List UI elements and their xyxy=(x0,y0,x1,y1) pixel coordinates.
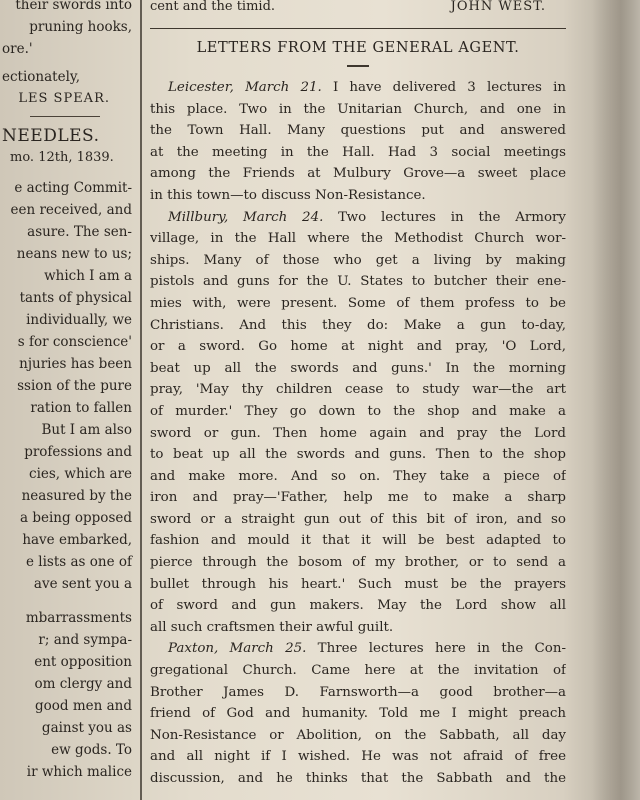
left-body xyxy=(0,177,136,783)
top-line xyxy=(150,0,566,16)
text-line: and all night if I wished. He was not afraid of free xyxy=(150,749,566,765)
text-line: ore.' xyxy=(2,41,33,57)
text-line: bullet through his heart.' Such must be the prayers xyxy=(150,576,566,592)
text-line: this place. Two in the Unitarian Church, and one in xyxy=(150,101,566,117)
text-line: r; and sympa- xyxy=(38,632,132,648)
text-line: fashion and mould it that it will be best adapted to xyxy=(150,533,566,549)
left-top-lines xyxy=(0,0,136,60)
text-line: e acting Commit- xyxy=(14,180,132,196)
text-line: om clergy and xyxy=(34,676,132,692)
text-line: gainst you as xyxy=(41,720,132,736)
section-heading: NEEDLES. xyxy=(2,126,100,146)
text-line: Non-Resistance or Abolition, on the Sabbath, all day xyxy=(150,727,566,743)
text-line: friend of God and humanity. Told me I might preach xyxy=(150,706,566,722)
text-fragment: Two lectures in the Armory xyxy=(323,209,566,225)
text-line: among the Friends at Mulbury Grove—a sweet place xyxy=(150,166,566,182)
text-line: mies with, were present. Some of them profess to be xyxy=(150,295,566,311)
text-line: neasured by the xyxy=(21,488,132,504)
text-line: gregational Church. Came here at the invitation of xyxy=(150,663,566,679)
text-line: pistols and guns for the U. States to butcher their ene- xyxy=(150,274,566,290)
left-column xyxy=(0,0,136,800)
text-line: ew gods. To xyxy=(51,742,132,758)
dateline-place: Paxton, March 25. xyxy=(168,641,307,657)
article-body xyxy=(150,77,566,790)
text-line: in this town—to discuss Non-Resistance. xyxy=(150,187,426,203)
text-line: Christians. And this they do: Make a gun to-day, xyxy=(150,317,566,333)
dateline-place: Leicester, March 21. xyxy=(168,80,322,95)
text-line: have embarked, xyxy=(22,532,132,548)
text-line: of murder.' They go down to the shop and make a xyxy=(150,403,566,419)
text-fragment: I have delivered 3 lectures in xyxy=(321,80,566,95)
text-line: een received, and xyxy=(10,202,132,218)
divider xyxy=(347,65,369,67)
text-line: to beat up all the swords and guns. Then to the shop xyxy=(150,447,566,463)
text-line: or a sword. Go home at night and pray, 'O Lord, xyxy=(150,339,566,355)
text-line: cies, which are xyxy=(29,466,132,482)
paragraph-leicester xyxy=(150,77,566,207)
column-rule xyxy=(140,0,142,800)
divider xyxy=(30,116,100,117)
text-line: ent opposition xyxy=(34,654,132,670)
text-line: ir which malice xyxy=(26,764,132,780)
text-line: ships. Many of those who get a living by making xyxy=(150,252,566,268)
text-line xyxy=(150,638,566,660)
text-line: the Town Hall. Many questions put and answered xyxy=(150,123,566,139)
text-line: tants of physical xyxy=(19,290,132,306)
text-line xyxy=(150,77,566,99)
text-line: and make more. And so on. They take a piece of xyxy=(150,468,566,484)
text-line: asure. The sen- xyxy=(27,224,132,240)
signature: JOHN WEST. xyxy=(450,0,546,14)
text-line: all such craftsmen their awful guilt. xyxy=(150,619,394,635)
text-line: discussion, and he thinks that the Sabbath and the xyxy=(150,771,566,786)
text-line: village, in the Hall where the Methodist Church wor- xyxy=(150,231,566,247)
text-line: beat up all the swords and guns.' In the morning xyxy=(150,360,566,376)
text-line: But I am also xyxy=(41,422,132,438)
text-line: iron and pray—'Father, help me to make a sharp xyxy=(150,490,566,506)
text-line xyxy=(0,595,136,607)
text-line: e lists as one of xyxy=(26,554,132,570)
text-line: Brother James D. Farnsworth—a good brother—a xyxy=(150,684,566,700)
article-headline: LETTERS FROM THE GENERAL AGENT. xyxy=(196,40,520,56)
text-line: pray, 'May thy children cease to study war—the art xyxy=(150,382,566,398)
text-line: professions and xyxy=(24,444,132,460)
text-line: ration to fallen xyxy=(30,400,132,416)
dateline-place: Millbury, March 24. xyxy=(168,209,324,225)
divider xyxy=(150,28,566,29)
text-line: njuries has been xyxy=(19,356,132,372)
dateline: mo. 12th, 1839. xyxy=(10,150,114,165)
paragraph-paxton xyxy=(150,638,566,789)
paragraph-millbury xyxy=(150,207,566,639)
text-line: neans new to us; xyxy=(16,246,132,262)
text-line: good men and xyxy=(35,698,132,714)
text-line: ssion of the pure xyxy=(17,378,132,394)
text-line: s for conscience' xyxy=(17,334,132,350)
text-line: pruning hooks, xyxy=(29,19,132,35)
text-line: which I am a xyxy=(44,268,132,284)
closing-line: ectionately, xyxy=(2,69,81,85)
text-line: at the meeting in the Hall. Had 3 social meetings xyxy=(150,144,566,160)
text-line: mbarrassments xyxy=(25,610,132,626)
text-line: sword or gun. Then home again and pray the Lord xyxy=(150,425,566,441)
text-line: sword or a straight gun out of this bit of iron, and so xyxy=(150,511,566,527)
text-line: individually, we xyxy=(26,312,132,328)
text-line xyxy=(150,207,566,229)
text-fragment: Three lectures here in the Con- xyxy=(306,641,566,657)
text-line: cent and the timid. xyxy=(150,0,276,14)
main-column xyxy=(150,0,566,800)
signature: LES SPEAR. xyxy=(18,91,110,106)
text-line: pierce through the bosom of my brother, or to send a xyxy=(150,555,566,571)
page-edge-shadow xyxy=(592,0,640,800)
text-line: of sword and gun makers. May the Lord show all xyxy=(150,598,566,614)
text-line: a being opposed xyxy=(19,510,132,526)
text-line: their swords into xyxy=(15,0,132,13)
text-line: ave sent you a xyxy=(33,576,132,592)
